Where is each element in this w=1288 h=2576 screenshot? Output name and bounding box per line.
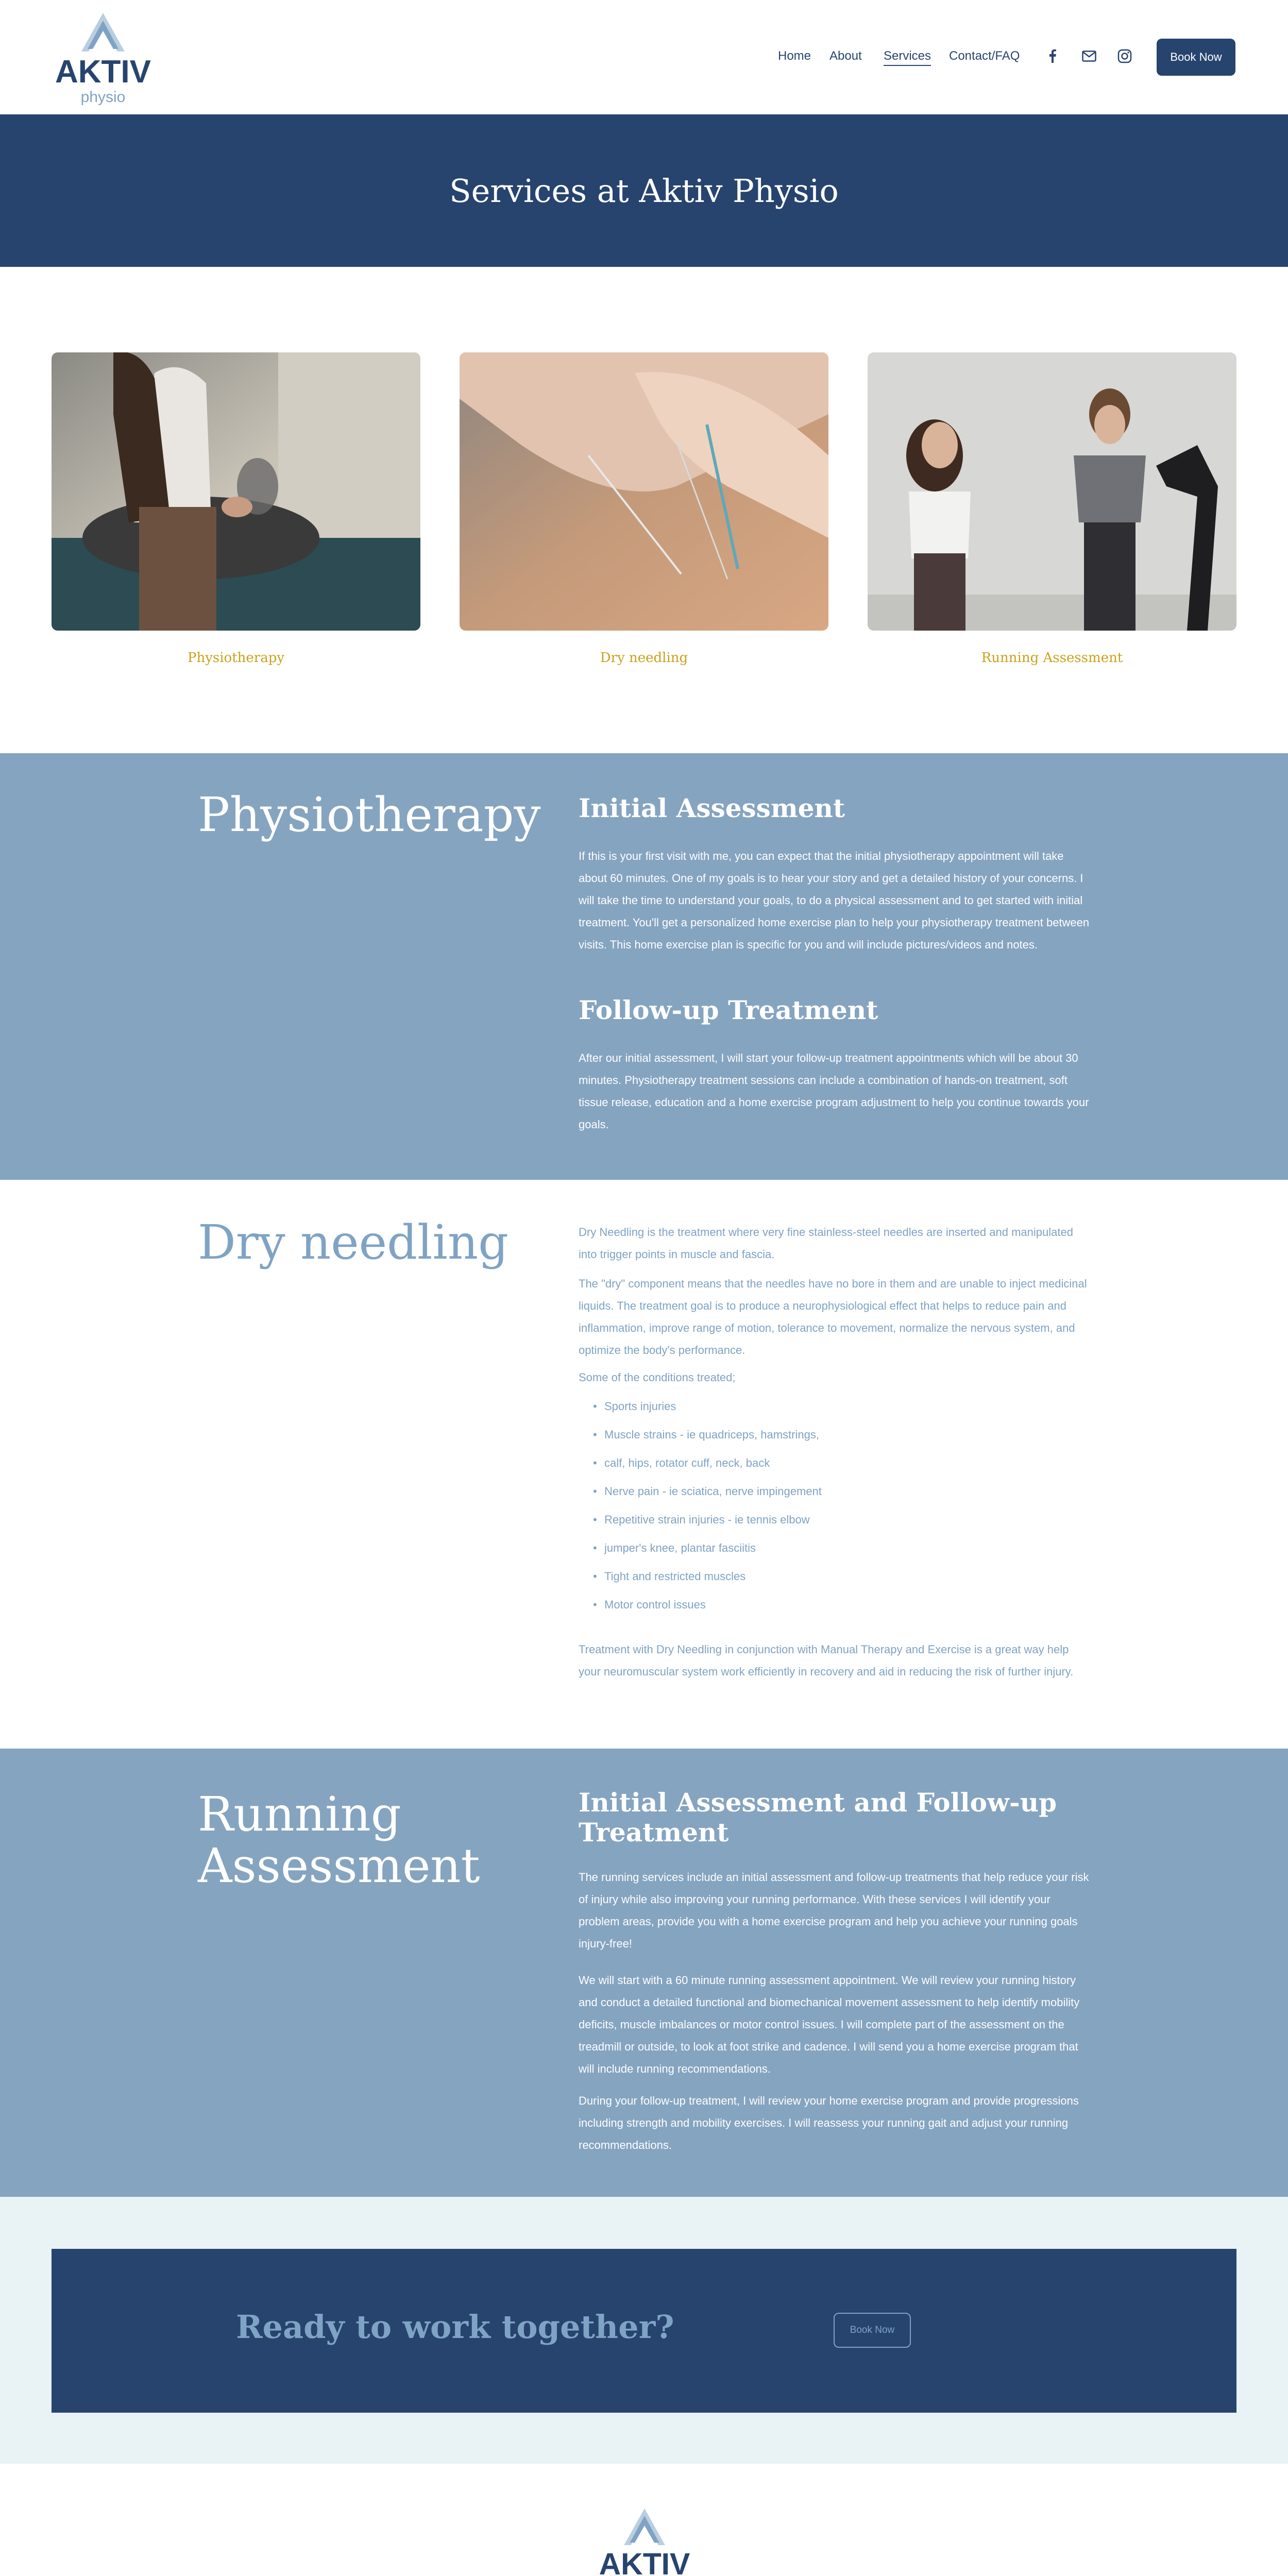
initial-assessment-title: Initial Assessment bbox=[579, 793, 845, 823]
cta-book-now-button[interactable]: Book Now bbox=[834, 2313, 911, 2348]
dry-needling-title: Dry needling bbox=[198, 1215, 509, 1270]
running-assessment-title: Running Assessment bbox=[198, 1787, 480, 1893]
svg-text:AKTIV: AKTIV bbox=[599, 2548, 690, 2576]
facebook-icon[interactable] bbox=[1044, 47, 1061, 65]
initial-assessment-text: If this is your first visit with me, you can expect that the initial physiotherapy appointment will take about 60 minutes. One of my goals is to hear your story and get a detailed history of your concerns. I will take the time to understand your goals, to do a physical assessment and to get started with initial treatment. You'll get a personalized home exercise plan to help your physiotherapy treatment between visits. This home exercise plan is specific for you and will include pictures/videos and notes. bbox=[579, 850, 1090, 951]
running-text-1: The running services include an initial assessment and follow-up treatments that help reduce your risk of injury while also improving your running performance. With these services I will identify your problem areas, provide you with a home exercise program and help you achieve your running goals injury-free! bbox=[579, 1871, 1089, 1950]
list-item: • Motor control issues bbox=[579, 1590, 822, 1619]
list-item: • Repetitive strain injuries - ie tennis elbow bbox=[579, 1505, 822, 1534]
dry-needling-description: The "dry" component means that the needles have no bore in them and are unable to inject medicinal liquids. The treatment goal is to produce a neurophysiological effect that helps to reduce pain and inflammation, improve range of motion, tolerance to movement, normalize the nervous system, and optimize the body's performance. bbox=[579, 1277, 1087, 1357]
running-text-2: We will start with a 60 minute running assessment appointment. We will review your running history and conduct a detailed functional and biomechanical movement assessment to help identify mobility deficits, muscle imbalances or motor control issues. I will complete part of the assessment on the treadmill or outside, to look at foot strike and cadence. I will send you a home exercise program that will include running recommendations. bbox=[579, 1974, 1080, 2075]
running-assessment-photo[interactable] bbox=[868, 352, 1236, 631]
nav-about[interactable]: About bbox=[829, 49, 862, 63]
list-item: • Muscle strains - ie quadriceps, hamstrings, bbox=[579, 1420, 822, 1449]
list-item: • Sports injuries bbox=[579, 1392, 822, 1420]
cta-box bbox=[52, 2249, 1236, 2413]
conditions-list bbox=[579, 1392, 822, 1619]
physiotherapy-title: Physiotherapy bbox=[198, 787, 541, 842]
list-item: • jumper's knee, plantar fasciitis bbox=[579, 1534, 822, 1562]
footer-logo[interactable] bbox=[596, 2505, 693, 2576]
card-label-dry-needling[interactable]: Dry needling bbox=[600, 650, 688, 666]
nav-contact-faq[interactable]: Contact/FAQ bbox=[949, 49, 1020, 63]
running-text-3: During your follow-up treatment, I will review your home exercise program and provide progressions including strength and mobility exercises. I will reassess your running gait and adjust your running recommendations. bbox=[579, 2094, 1079, 2151]
card-label-physiotherapy[interactable]: Physiotherapy bbox=[187, 650, 285, 666]
nav-home[interactable]: Home bbox=[778, 49, 811, 63]
site-footer bbox=[0, 2464, 1288, 2576]
conditions-heading: Some of the conditions treated; bbox=[579, 1371, 736, 1384]
nav-services[interactable]: Services bbox=[884, 47, 931, 66]
cta-title: Ready to work together? bbox=[236, 2308, 674, 2346]
running-subtitle: Initial Assessment and Follow-up Treatment bbox=[579, 1787, 1057, 1848]
list-item: • Nerve pain - ie sciatica, nerve impingement bbox=[579, 1477, 822, 1505]
dry-needling-closing: Treatment with Dry Needling in conjunction with Manual Therapy and Exercise is a great way help your neuromuscular system work efficiently in recovery and aid in reducing the risk of further injury. bbox=[579, 1643, 1074, 1678]
page-title: Services at Aktiv Physio bbox=[449, 172, 839, 210]
hero-banner bbox=[0, 114, 1288, 267]
book-now-button[interactable]: Book Now bbox=[1157, 39, 1235, 76]
dry-needling-intro: Dry Needling is the treatment where very fine stainless-steel needles are inserted and manipulated into trigger points in muscle and fascia. bbox=[579, 1226, 1073, 1261]
running-assessment-section bbox=[0, 1749, 1288, 2197]
site-header bbox=[0, 0, 1288, 114]
email-icon[interactable] bbox=[1080, 47, 1098, 65]
svg-text:AKTIV: AKTIV bbox=[55, 54, 151, 90]
dry-needling-section bbox=[0, 1180, 1288, 1749]
followup-treatment-title: Follow-up Treatment bbox=[579, 995, 878, 1025]
card-label-running-assessment[interactable]: Running Assessment bbox=[981, 650, 1123, 666]
physiotherapy-photo[interactable] bbox=[52, 352, 420, 631]
dry-needling-photo[interactable] bbox=[460, 352, 828, 631]
followup-treatment-text: After our initial assessment, I will start your follow-up treatment appointments which will be about 30 minutes. Physiotherapy treatment sessions can include a combination of hands-on treatment, soft tissue release, education and a home exercise program adjustment to help you continue towards your goals. bbox=[579, 1052, 1089, 1131]
list-item: • Tight and restricted muscles bbox=[579, 1562, 822, 1590]
svg-text:physio: physio bbox=[80, 89, 126, 106]
physiotherapy-section bbox=[0, 753, 1288, 1180]
list-item: • calf, hips, rotator cuff, neck, back bbox=[579, 1449, 822, 1477]
instagram-icon[interactable] bbox=[1116, 47, 1133, 65]
cta-section bbox=[0, 2197, 1288, 2464]
